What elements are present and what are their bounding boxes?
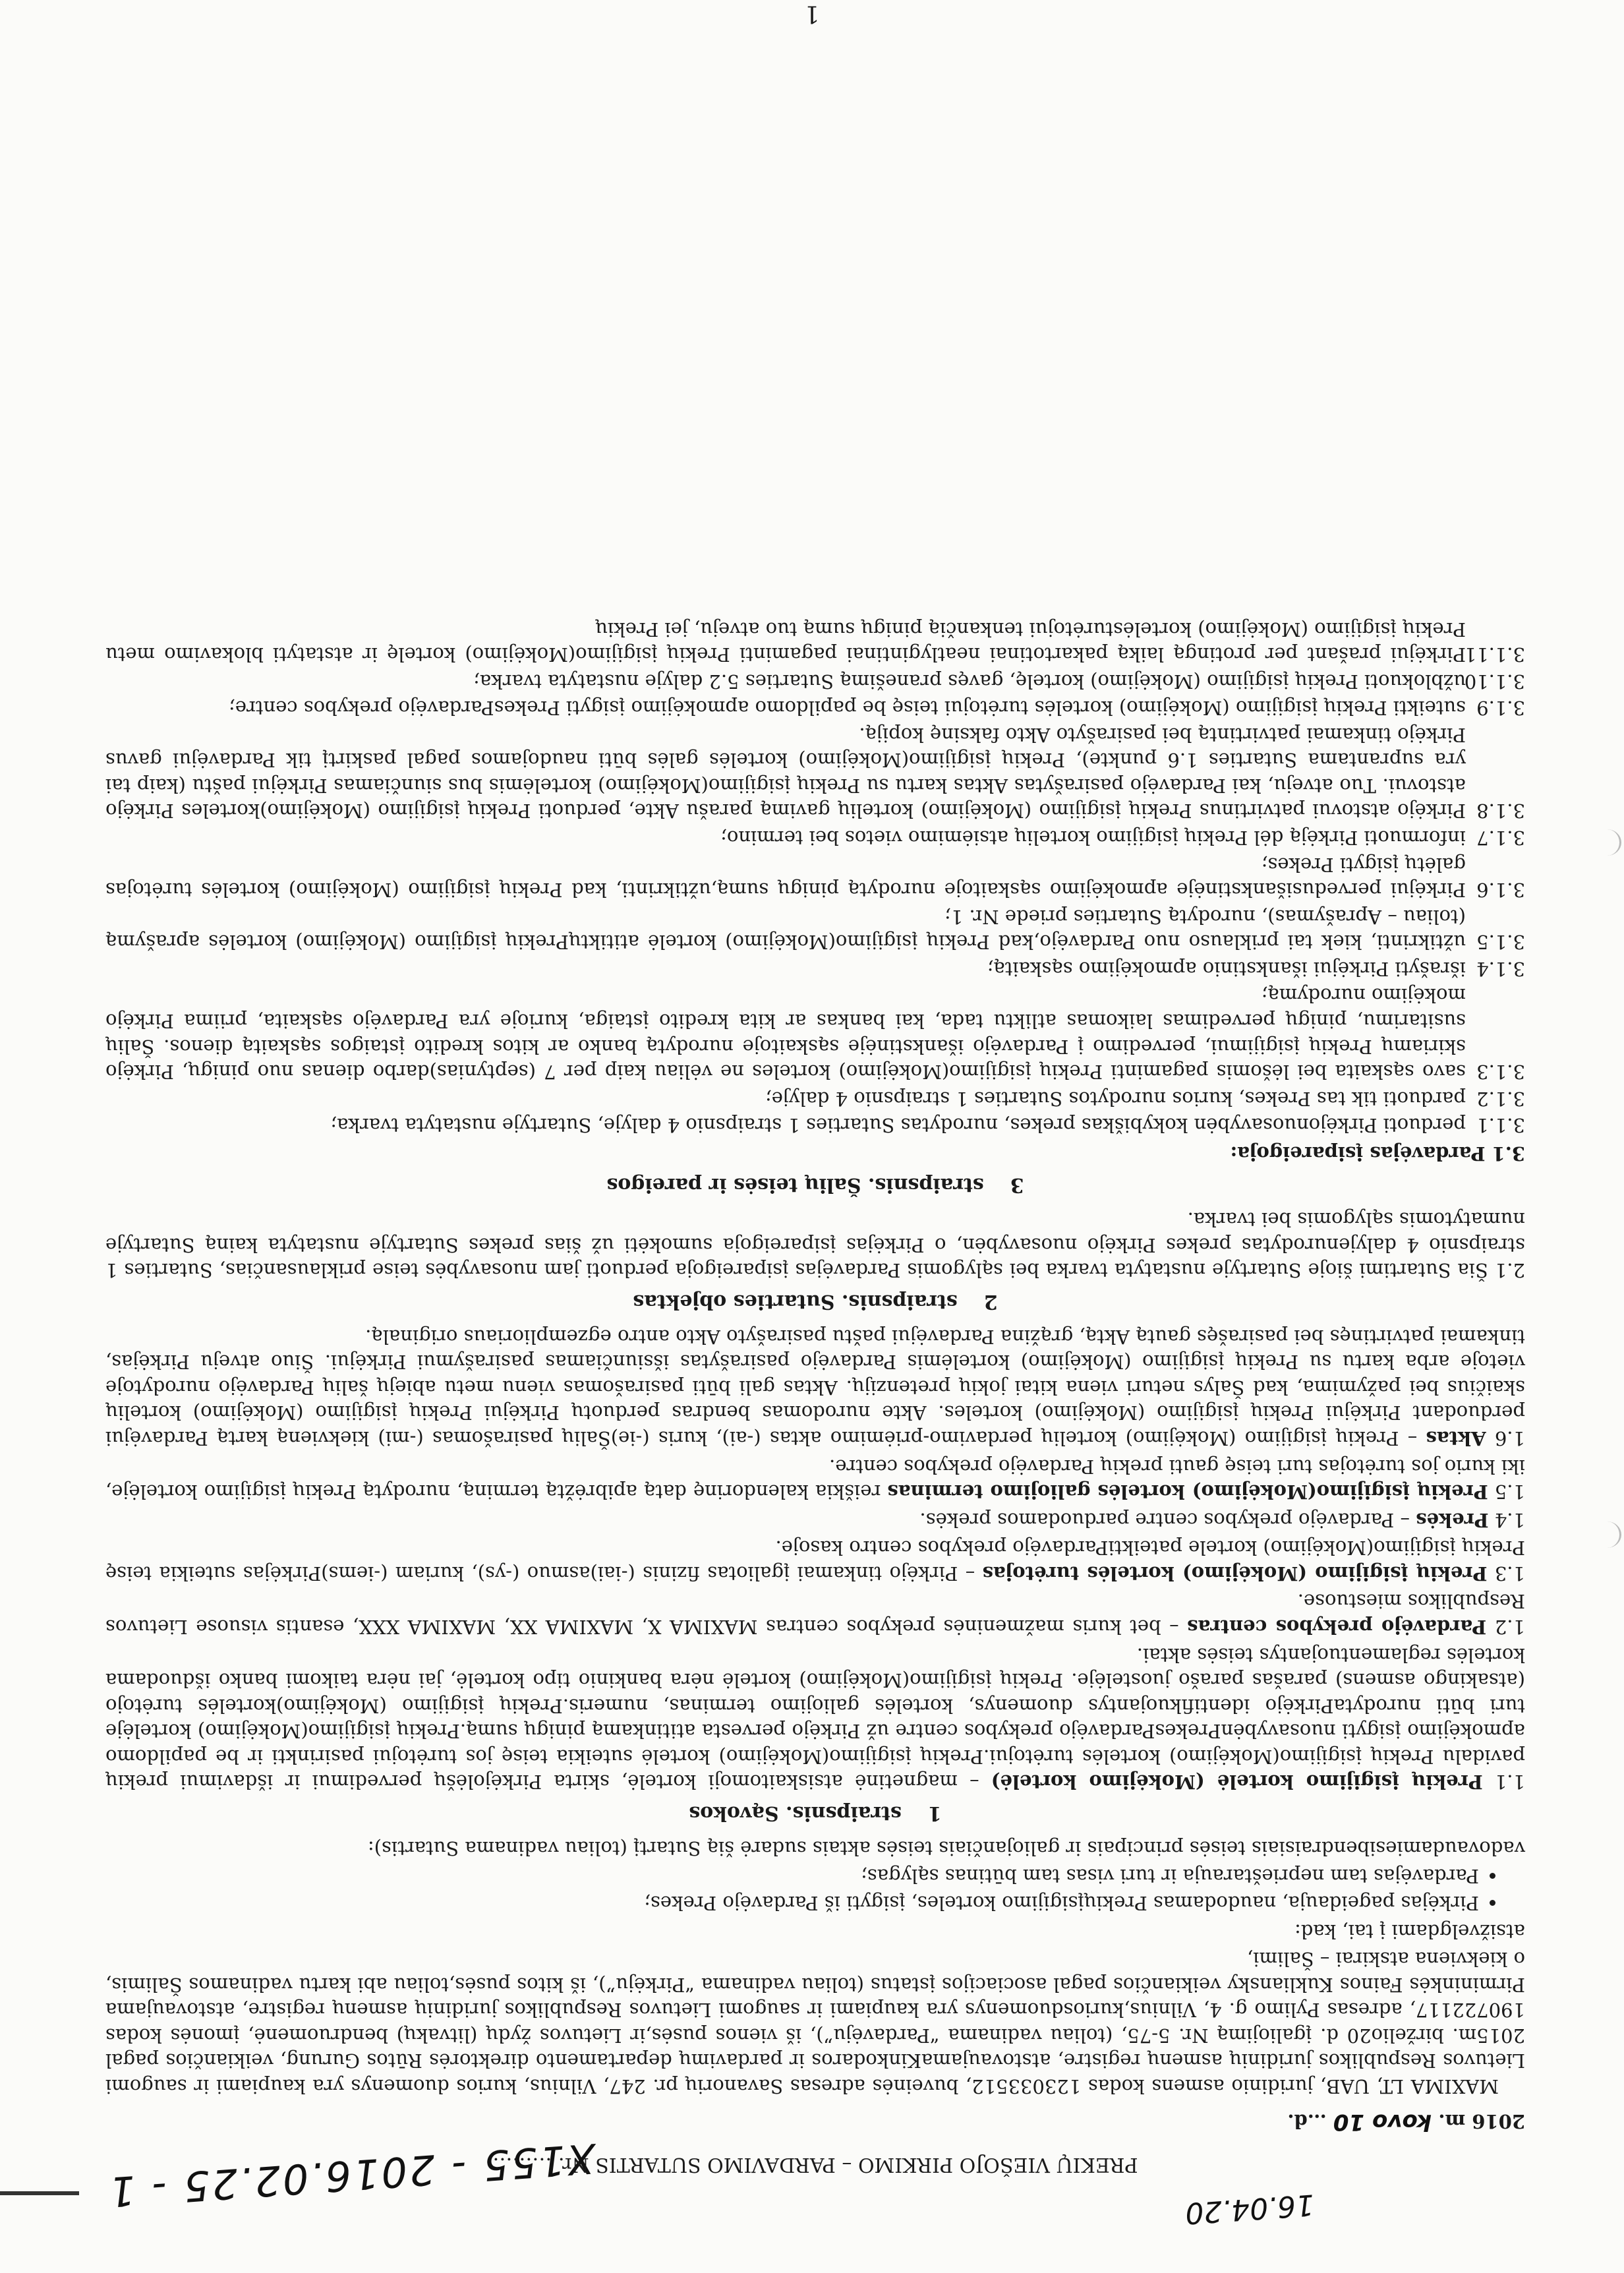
item-number: 3.1.6 xyxy=(1476,879,1525,902)
item-text: užblokuoti Prekių įsigijimo (Mokėjimo) kortelę, gavęs pranešimą Sutarties 5.2 dalyje nustatyta tvarka; xyxy=(473,670,1466,693)
item-text: perduoti Pirkėjonuosavybėn kokybiškas prekes, nurodytas Sutarties 1 straipsnio 4 dalyje, Sutartyje nustatyta tvarka; xyxy=(330,1114,1466,1137)
definitions-list xyxy=(105,1324,1525,1794)
definition-number: 1.6 xyxy=(1494,1427,1525,1450)
item-text: Pirkėjo atstovui patvirtinus Prekių įsigijimo (Mokėjimo) kortelių gavimą parašu Akte, perduoti Prekių įsigijimo (Mokėjimo)korteles Pirkėjo atstovui. Tuo atveju, kai Pardavėjo pasirašytas Aktas kartu su Prekių įsigijimo(Mokėjimo) kortelėmis bus siunčiamas Pirkėjui paštu (kaip tai yra suprantama Sutarties 1.6 punkte), Prekių įsigijimo(Mokėjimo) kortelės galės būti naudojamos pagal paskirtį tik Pardavėjui gavus Pirkėjo tinkamai patvirtintą bei pasirašyto Akto faksinę kopiją. xyxy=(105,723,1466,823)
article-title: straipsnis. Sąvokos xyxy=(689,1802,902,1825)
list-item xyxy=(105,956,1525,982)
definition-text: – Prekių įsigijimo (Mokėjimo) kortelių perdavimo-priėmimo aktas (-ai), kuris (-ie)Šalių pasirašomas (-mi) kiekvieną kartą Pardavėjui perduodant Pirkėjui Prekių įsigijimo (Mokėjimo) korteles. Akte nurodomas bendras perduotų Pirkėjui Prekių įsigijimo (Mokėjimo) kortelių skaičius bei pažymima, kad Šalys neturi viena kitai jokių pretenzijų. Aktas gali būti pasirašomas vienu metu abiejų šalių Pardavėjo nurodytoje vietoje arba kartu su Prekių įsigijimo (Mokėjimo) kortelėmis Pardavėjo pasirašytas išsiunčiamas pasirašymui Pirkėjui. Šiuo atveju Pirkėjas, tinkamai patvirtinęs bei pasirašęs gautą Aktą, grąžina Pardavėjui paštu pasirašyto Akto antro egzemplioriaus originalą. xyxy=(105,1325,1525,1450)
list-item: • Pirkėjas pageidauja, naudodamas Prekiųįsigijimo korteles, įsigyti iš Pardavėjo Prekes; xyxy=(105,1890,1479,1916)
item-text: užtikrinti, kiek tai priklauso nuo Pardavėjo,kad Prekių įsigijimo(Mokėjimo) kortelė atitiktųPrekių įsigijimo (Mokėjimo) kortelės aprašymą (toliau – Aprašymas), nurodytą Sutarties priede Nr. 1; xyxy=(105,905,1466,954)
list-item xyxy=(105,983,1525,1084)
item-number: 3.1.5 xyxy=(1476,931,1525,954)
document-title: PREKIŲ VIEŠOJO PIRKIMO – PARDAVIMO SUTARTIS Nr. ……… xyxy=(492,2153,1138,2176)
definition-number: 1.3 xyxy=(1494,1562,1525,1585)
item-text: Pirkėjui prašant per protingą laiką pakartotinai neatlygintinai pagaminti Prekių įsigijimo(Mokėjimo) kortelę ir atstatyti blokavimo metu Prekių įsigijimo (Mokėjimo) kortelėsturėtojui tenkančią pinigų sumą tuo atveju, jei Prekių xyxy=(105,618,1466,666)
definition-item xyxy=(105,1642,1525,1794)
item-number: 3.1.11 xyxy=(1464,643,1525,666)
item-text: Pirkėjui pervedusišankstinėje apmokėjimo sąskaitoje nurodytą pinigų sumą,užtikrinti, kad Prekių įsigijimo (Mokėjimo) kortelės turėtojas galėtų įsigyti Prekes; xyxy=(105,853,1466,902)
item-text: išrašyti Pirkėjui išankstinio apmokėjimo sąskaitą; xyxy=(987,957,1466,980)
article-heading xyxy=(105,1171,1525,1198)
definition-term: Prekių įsigijimo(Mokėjimo) kortelės galiojimo terminas xyxy=(887,1481,1488,1504)
definition-item xyxy=(105,1324,1525,1451)
definition-term: Prekių įsigijimo kortelė (Mokėjimo kortelė) xyxy=(991,1771,1483,1794)
definition-number: 1.1 xyxy=(1494,1771,1525,1794)
definition-term: Prekių įsigijimo (Mokėjimo) kortelės turėtojas xyxy=(982,1562,1488,1585)
list-item xyxy=(105,695,1525,721)
document-body xyxy=(105,79,1525,2177)
obligations-list xyxy=(105,616,1525,1138)
definition-term: Prekės xyxy=(1416,1508,1489,1531)
definition-number: 1.5 xyxy=(1494,1481,1525,1504)
subheading: 3.1 Pardavėjas įsipareigoja: xyxy=(1230,1142,1525,1165)
item-number: 3.1.9 xyxy=(1476,697,1525,720)
definition-number: 1.4 xyxy=(1494,1508,1525,1531)
article-number: 1 xyxy=(927,1802,942,1825)
article-paragraph: 2.1 Šia Sutartimi šioje Sutartyje nustatyta tvarka bei sąlygomis Pardavėjas įsipareigoja perduoti jam nuosavybės teise priklausančias, Sutarties 1 straipsnio 4 dalyjenurodytas prekes Pirkėjo nuosavybėn, o Pirkėjas įsipareigoja sumokėti už šias prekes Sutartyje nustatyta kainą Sutartyje numatytomis sąlygomis bei tvarka. xyxy=(105,1208,1525,1282)
date-line xyxy=(105,2107,1525,2137)
definition-text: – Pirkėjo tinkamai įgaliotas fizinis (-iai)asmuo (-ys), kuriam (-iems)Pirkėjas suteikia teisę Prekių įsigijimo(Mokėjimo) kortele pateiktiPardavėjo prekybos centro kasoje. xyxy=(105,1537,1525,1585)
item-number: 3.1.1 xyxy=(1476,1114,1525,1137)
list-item xyxy=(105,825,1525,850)
item-number: 3.1.10 xyxy=(1464,670,1525,693)
article-heading xyxy=(105,1800,1525,1826)
item-number: 3.1.8 xyxy=(1476,800,1525,823)
list-item: • Pardavėjas tam neprieštarauja ir turi visas tam būtinas sąlygas; xyxy=(105,1864,1479,1889)
definition-term: Pardavėjo prekybos centras xyxy=(1187,1616,1487,1638)
item-text: suteikti Prekių įsigijimo (Mokėjimo) kortelės turėtojui teisę be papildomo apmokėjimo įsigyti PrekesPardavėjo prekybos centre; xyxy=(229,697,1466,720)
definition-text: – Pardavėjo prekybos centre parduodamos prekės. xyxy=(919,1508,1416,1531)
handwritten-date: 16.04.20 xyxy=(1184,2187,1316,2230)
definition-item xyxy=(105,1589,1525,1639)
definition-text: – magnetinė atsiskaitomoji kortelė, skirta Pirkėjolėšų pervedimui ir išdavimui prekių pavidalu Prekių įsigijimo(Mokėjimo) kortelės turėtojui.Prekių įsigijimo(Mokėjimo) kortelė suteikia teisę jos turėtojui pasirinkti ir be papildomo apmokėjimo įsigyti nuosavybėnPrekesPardavėjo prekybos centre už Pirkėjo pervesta atitinkamą pinigų sumą.Prekių įsigijimo(Mokėjimo) kortelėje turi būti nurodytaPirkėjo identifikuojantys duomenys, kortelės galiojimo terminas, numeris.Prekių įsigijimo (Mokėjimo)kortelės turėtojo (atsakingo asmens) parašas parašo juostelėje. Prekių įsigijimo(Mokėjimo) kortelė nėra bankinio tipo kortelė, jai nėra taikomi banko išduodama kortelės reglamentuojantys teisės aktai. xyxy=(105,1643,1525,1794)
handwritten-register-number: X155 - 2016.02.25 - 1 xyxy=(105,2134,597,2216)
list-item xyxy=(105,1086,1525,1111)
edge-mark xyxy=(0,2191,79,2195)
handwritten-day: kovo 10 xyxy=(1333,2109,1432,2136)
item-number: 3.1.4 xyxy=(1476,957,1525,980)
preamble-list xyxy=(105,1864,1505,1916)
list-item xyxy=(105,722,1525,823)
preamble-closing: vadovaudamiesibendraisiais teisės principais ir galiojančiais teisės aktais sudarė šią Sutartį (toliau vadinama Sutartis): xyxy=(367,1837,1525,1860)
item-text: informuoti Pirkėją dėl Prekių įsigijimo kortelių atsiėmimo vietos bei termino; xyxy=(720,827,1466,850)
article-number: 3 xyxy=(1010,1173,1024,1196)
list-item xyxy=(105,852,1525,902)
intro-paragraph: MAXIMA LT, UAB, juridinio asmens kodas 123033512, buveinės adresas Savanorių pr. 247, Vilnius, kurios duomenys yra kaupiami ir saugomi Lietuvos Respublikos juridinių asmenų registre, atstovaujamaKinkodaros ir pardavimų departamento direktorės Rūtos Gurung, veikiančios pagal 2015m. birželio20 d. įgaliojimą Nr. 5-75, (toliau vadinama “Pardavėju”), iš vienos pusės,ir Lietuvos žydų (litvakų) bendruomenė, įmonės kodas 190722117, adresas Pylimo g. 4, Vilnius,kuriosduomenys yra kaupiami ir saugomi Lietuvos Respublikos juridinių asmenų registre, atstovaujama Pirmininkės Fainos Kukliansky veikiančios pagal asociacijos įstatus (toliau vadinama “Pirkėju”), iš kitos pusės,toliau abi kartu vadinamos Šalimis, o kiekviena atskirai – Šalimi, xyxy=(105,1948,1525,2098)
list-item xyxy=(105,616,1525,667)
item-text: parduoti tik tas Prekes, kurios nurodytos Sutarties 1 straipsnio 4 dalyje; xyxy=(765,1087,1466,1110)
article-title: straipsnis. Sutarties objektas xyxy=(633,1290,958,1314)
date-year: 2016 m. xyxy=(1438,2110,1525,2133)
intro-considering: atsižvelgdami į tai, kad: xyxy=(1294,1920,1525,1943)
item-number: 3.1.7 xyxy=(1476,827,1525,850)
list-item xyxy=(105,1113,1525,1138)
page-number: 1 xyxy=(804,0,820,27)
definition-item xyxy=(105,1535,1525,1586)
definition-item xyxy=(105,1507,1525,1533)
item-number: 3.1.3 xyxy=(1476,1061,1525,1084)
article-heading xyxy=(105,1288,1525,1314)
list-item xyxy=(105,668,1525,694)
definition-text: reiškia kalendorinę datą apibrėžtą terminą, nurodytą Prekių įsigijimo kortelėje, iki kurio jos turėtojas turi teisę gauti prekių Pardavėjo prekybos centre. xyxy=(105,1455,1525,1504)
item-text: savo sąskaita bei lėšomis pagaminti Prekių įsigijimo(Mokėjimo) korteles ne vėliau kaip per 7 (septynias)darbo dienas nuo pinigų, Pirkėjo skiriamų Prekių įsigijimui, pervedimo į Pardavėjo išankstinėje sąskaitoje nurodytą banko ar kitos kredito įstaigos sąskaitą dienos. Šalių susitarimu, pinigų pervedimas laikomas atliktu tada, kai bankas ar kita kredito įstaiga, kurioje yra Pardavėjo sąskaita, priima Pirkėjo mokėjimo nurodymą; xyxy=(105,984,1466,1084)
date-suffix: …d. xyxy=(1287,2110,1327,2133)
item-number: 3.1.2 xyxy=(1476,1087,1525,1110)
definition-number: 1.2 xyxy=(1494,1616,1525,1638)
list-item xyxy=(105,904,1525,955)
definition-text: – bet kuris mažmeninės prekybos centras MAXIMA X, MAXIMA XX, MAXIMA XXX, esantis visuose Lietuvos Respublikos miestuose. xyxy=(105,1590,1525,1638)
definition-term: Aktas xyxy=(1426,1427,1486,1450)
definition-item xyxy=(105,1454,1525,1504)
article-number: 2 xyxy=(983,1290,998,1314)
article-title: straipsnis. Šalių teisės ir pareigos xyxy=(606,1173,984,1196)
